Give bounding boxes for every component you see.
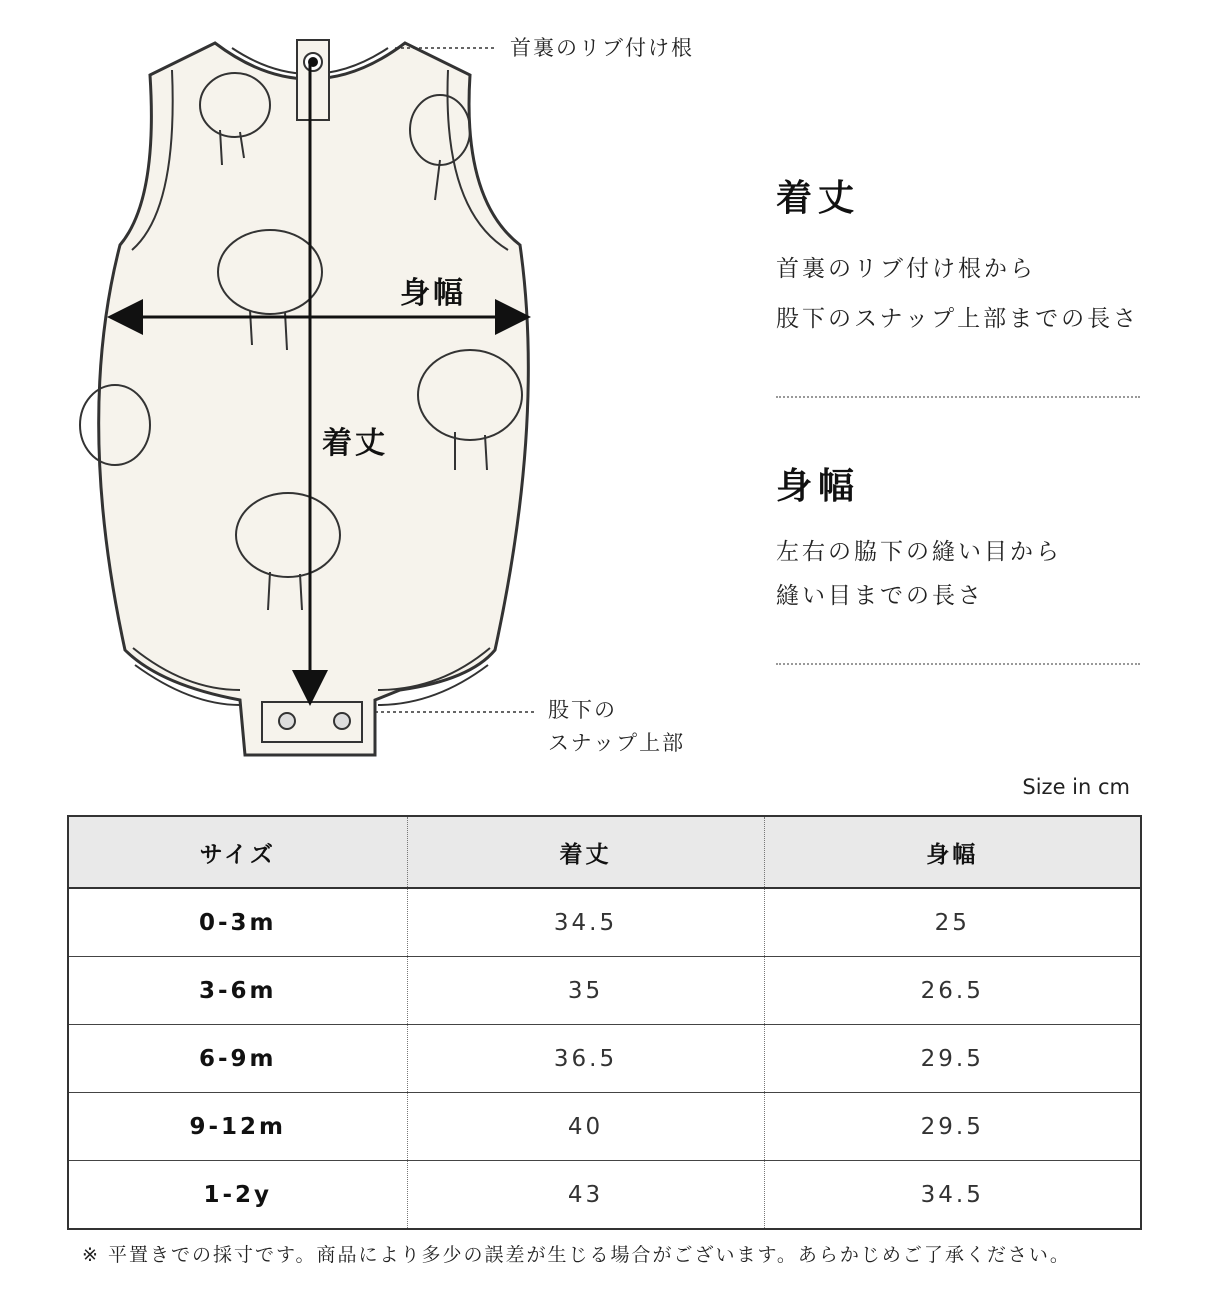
callout-crotch-line1: 股下の <box>548 698 617 722</box>
section-title-width: 身幅 <box>776 466 861 507</box>
callout-neck-rib: 首裏のリブ付け根 <box>510 36 694 60</box>
length-label: 着丈 <box>322 426 388 461</box>
size-table <box>67 815 1142 1230</box>
header-size: サイズ <box>68 816 407 888</box>
desc-line: 左右の脇下の縫い目から <box>776 539 1062 565</box>
callout-crotch-line2: スナップ上部 <box>548 731 686 755</box>
table-row <box>68 1161 1141 1230</box>
width-cell: 26.5 <box>764 957 1141 1025</box>
section-desc-width <box>776 530 1062 618</box>
width-cell: 25 <box>764 888 1141 957</box>
callout-crotch-snap <box>548 694 685 760</box>
size-cell: 0-3m <box>68 888 407 957</box>
width-cell: 29.5 <box>764 1093 1141 1161</box>
length-cell: 43 <box>407 1161 764 1230</box>
header-width: 身幅 <box>764 816 1141 888</box>
section-desc-length <box>776 244 1139 344</box>
width-cell: 34.5 <box>764 1161 1141 1230</box>
table-header-row <box>68 816 1141 888</box>
size-cell: 1-2y <box>203 1181 273 1208</box>
unit-note: Size in cm <box>1022 775 1130 799</box>
desc-line: 股下のスナップ上部までの長さ <box>776 306 1140 332</box>
header-length: 着丈 <box>407 816 764 888</box>
table-row <box>68 888 1141 957</box>
divider-dotted <box>776 663 1140 665</box>
length-cell: 35 <box>407 957 764 1025</box>
divider-dotted <box>776 396 1140 398</box>
desc-line: 首裏のリブ付け根から <box>776 256 1036 282</box>
table-row <box>68 957 1141 1025</box>
section-title-length: 着丈 <box>776 178 861 219</box>
length-cell: 36.5 <box>407 1025 764 1093</box>
width-cell: 29.5 <box>764 1025 1141 1093</box>
size-cell: 9-12m <box>68 1093 407 1161</box>
length-cell: 40 <box>407 1093 764 1161</box>
table-row <box>68 1025 1141 1093</box>
size-cell: 3-6m <box>68 957 407 1025</box>
footnote: ※ 平置きでの採寸です。商品により多少の誤差が生じる場合がございます。あらかじめご了承ください。 <box>82 1244 1071 1266</box>
garment-diagram <box>0 0 760 790</box>
table-row <box>68 1093 1141 1161</box>
romper-illustration <box>0 0 760 790</box>
desc-line: 縫い目までの長さ <box>776 583 984 609</box>
width-label: 身幅 <box>400 276 466 311</box>
length-cell: 34.5 <box>407 888 764 957</box>
size-cell: 6-9m <box>68 1025 407 1093</box>
